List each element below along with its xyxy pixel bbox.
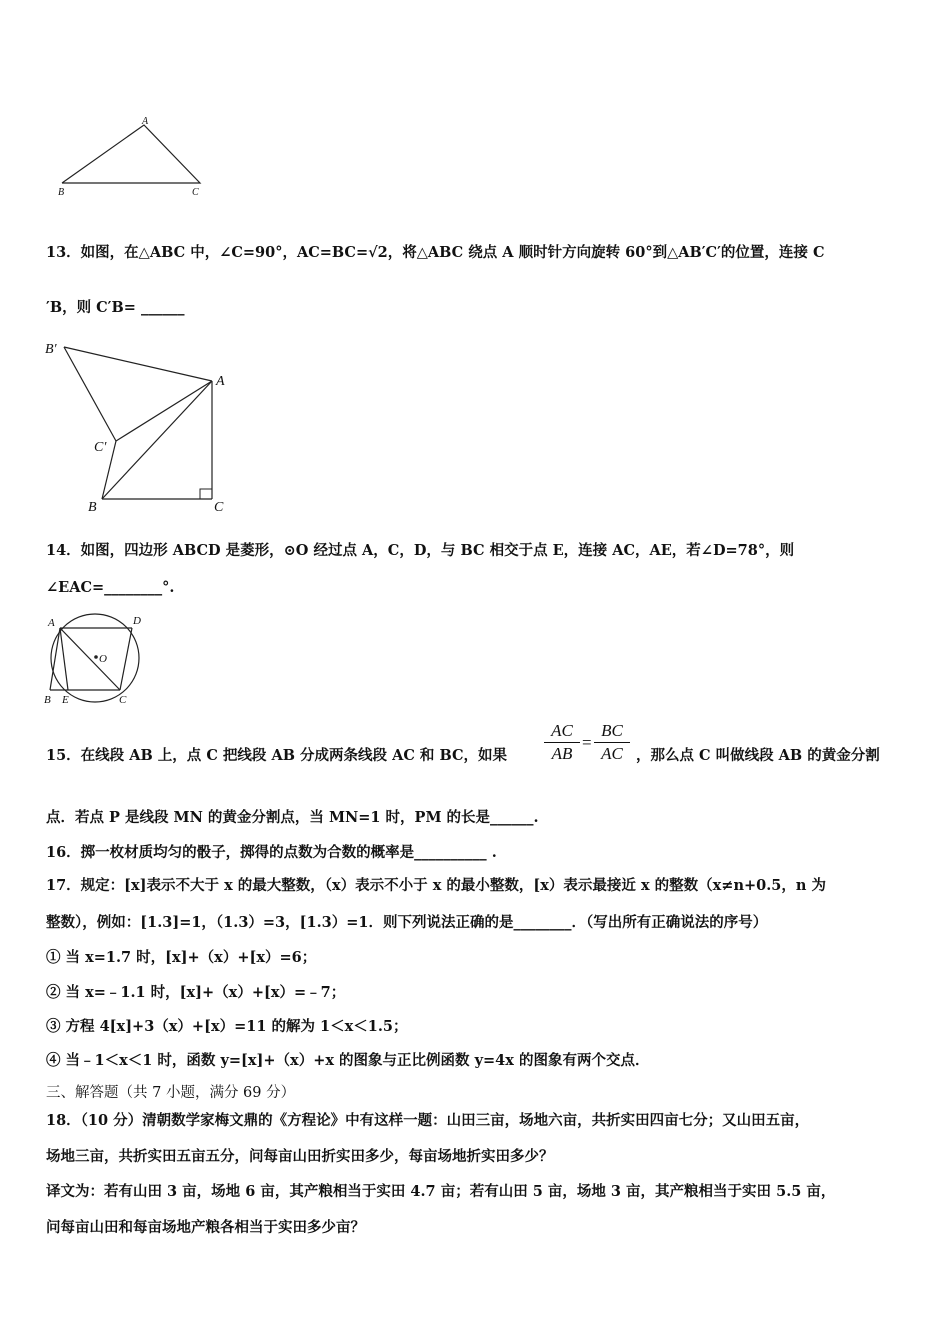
label-a: A <box>48 617 55 629</box>
fraction-bc-ac <box>594 720 630 765</box>
fraction-numerator: AC <box>544 720 580 743</box>
section-title: 三、解答题（共 7 小题，满分 69 分） <box>46 1085 296 1101</box>
q14-line1: 14．如图，四边形 ABCD 是菱形，⊙O 经过点 A，C，D，与 BC 相交于点 E，连接 AC，AE，若∠D=78°，则 <box>46 542 795 559</box>
q13-line2: ′B，则 C′B= ______ <box>46 299 185 316</box>
q14-line2: ∠EAC=________°. <box>46 579 175 596</box>
rotated-triangle-figure <box>40 335 240 515</box>
q18-line2: 场地三亩，共折实田五亩五分，问每亩山田折实田多少，每亩场地折实田多少？ <box>46 1148 554 1165</box>
label-c: C <box>214 500 224 515</box>
rhombus-circle-figure <box>40 610 150 710</box>
q13-line1: 13．如图，在△ABC 中，∠C=90°，AC=BC=√2，将△ABC 绕点 A 顺时针方向旋转 60°到△AB′C′的位置，连接 C <box>46 244 825 261</box>
label-a: A <box>142 116 149 127</box>
fraction-numerator: BC <box>594 720 630 743</box>
q17-option-1: ① 当 x=1.7 时，[x]+（x）+[x）=6； <box>46 949 317 966</box>
label-c-prime: C′ <box>94 440 107 455</box>
label-o: O <box>99 653 107 665</box>
label-b: B <box>58 187 65 198</box>
label-b: B <box>88 500 97 515</box>
label-d: D <box>133 615 141 627</box>
triangle-abc-figure <box>52 115 212 200</box>
equals-sign: = <box>582 733 592 752</box>
label-c: C <box>119 694 127 706</box>
q17-option-3: ③ 方程 4[x]+3（x）+[x）=11 的解为 1＜x＜1.5； <box>46 1018 408 1035</box>
q16-text: 16．掷一枚材质均匀的骰子，掷得的点数为合数的概率是__________ . <box>46 844 497 861</box>
label-c: C <box>192 187 199 198</box>
q17-line1: 17．规定：[x]表示不大于 x 的最大整数，（x）表示不小于 x 的最小整数，[x）表示最接近 x 的整数（x≠n+0.5，n 为 <box>46 877 826 894</box>
q17-option-2: ② 当 x=﹣1.1 时，[x]+（x）+[x）=﹣7； <box>46 984 346 1001</box>
label-e: E <box>62 694 69 706</box>
fraction-denominator: AB <box>551 744 573 763</box>
q18-line4: 问每亩山田和每亩场地产粮各相当于实田多少亩？ <box>46 1219 365 1236</box>
fraction-ac-ab <box>544 720 580 765</box>
label-b: B <box>44 694 51 706</box>
q15-line2: 点．若点 P 是线段 MN 的黄金分割点，当 MN=1 时，PM 的长是______. <box>46 809 539 826</box>
q18-line3: 译文为：若有山田 3 亩，场地 6 亩，其产粮相当于实田 4.7 亩；若有山田 5 亩，场地 3 亩，其产粮相当于实田 5.5 亩， <box>46 1183 836 1200</box>
q18-line1: 18．（10 分）清朝数学家梅文鼎的《方程论》中有这样一题：山田三亩，场地六亩，共折实田四亩七分；又山田五亩， <box>46 1112 810 1129</box>
label-b-prime: B′ <box>45 342 57 357</box>
q17-option-4: ④ 当﹣1＜x＜1 时，函数 y=[x]+（x）+x 的图象与正比例函数 y=4x 的图象有两个交点． <box>46 1052 650 1069</box>
q17-line2: 整数），例如：[1.3]=1，（1.3）=3，[1.3）=1．则下列说法正确的是________．（写出所有正确说法的序号） <box>46 914 768 931</box>
q15-prefix: 15．在线段 AB 上，点 C 把线段 AB 分成两条线段 AC 和 BC，如果 <box>46 747 508 764</box>
q15-suffix: ，那么点 C 叫做线段 AB 的黄金分割 <box>636 747 880 764</box>
label-a: A <box>216 374 225 389</box>
fraction-denominator: AC <box>601 744 623 763</box>
